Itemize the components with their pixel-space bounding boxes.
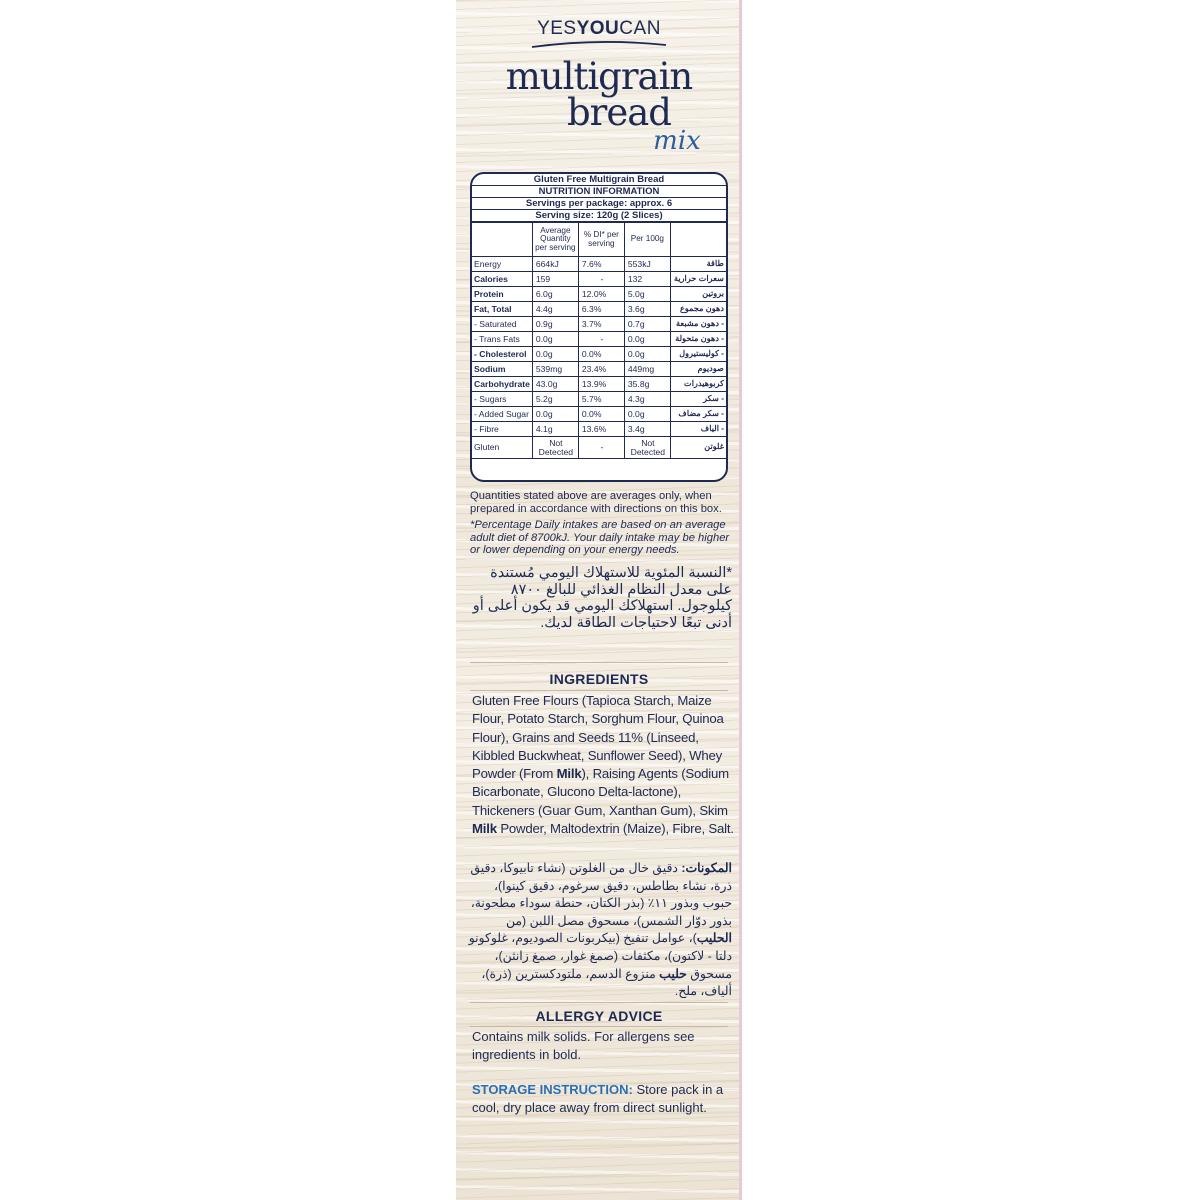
nutrient-name: Gluten [472, 437, 532, 459]
divider [470, 1002, 728, 1003]
nutrient-name-arabic: بروتين [670, 287, 726, 302]
value-per-100g: 449mg [624, 362, 670, 377]
value-daily-intake: 13.6% [578, 422, 624, 437]
daily-intake-note: *Percentage Daily intakes are based on an average adult diet of 8700kJ. Your daily intake may be higher or lower depending on your energy needs. [470, 519, 730, 556]
value-daily-intake: 3.7% [578, 317, 624, 332]
nutrient-name-arabic: - سكر مضاف [670, 407, 726, 422]
value-per-serving: 0.0g [532, 332, 578, 347]
storage-instruction: STORAGE INSTRUCTION: Store pack in a cool, dry place away from direct sunlight. [472, 1082, 724, 1115]
value-daily-intake: 7.6% [578, 257, 624, 272]
value-per-100g: 3.4g [624, 422, 670, 437]
value-daily-intake: 0.0% [578, 347, 624, 362]
nutrient-name-arabic: كربوهيدرات [670, 377, 726, 392]
nutrient-name-arabic: دهون مجموع [670, 302, 726, 317]
value-daily-intake: 6.3% [578, 302, 624, 317]
nutrition-header-row [472, 223, 726, 257]
value-daily-intake: - [578, 332, 624, 347]
nutrition-row [472, 437, 726, 459]
nutrient-name-arabic: - الياف [670, 422, 726, 437]
value-per-serving: 664kJ [532, 257, 578, 272]
value-per-100g: 132 [624, 272, 670, 287]
value-daily-intake: 5.7% [578, 392, 624, 407]
nutrient-name: - Added Sugar [472, 407, 532, 422]
value-daily-intake: 12.0% [578, 287, 624, 302]
nutrient-name-arabic: غلوتن [670, 437, 726, 459]
nutrition-serving-size: Serving size: 120g (2 Slices) [472, 210, 726, 222]
value-per-serving: 5.2g [532, 392, 578, 407]
column-header: % DI* per serving [578, 223, 624, 257]
value-per-100g: 0.0g [624, 332, 670, 347]
nutrient-name-arabic: طاقة [670, 257, 726, 272]
product-title-line2: bread [566, 91, 671, 134]
value-per-serving: 4.4g [532, 302, 578, 317]
nutrient-name: Sodium [472, 362, 532, 377]
nutrient-name-arabic: سعرات حرارية [670, 272, 726, 287]
nutrient-name-arabic: - كوليستيرول [670, 347, 726, 362]
averages-note: Quantities stated above are averages only, when prepared in accordance with directions on this box. [470, 490, 722, 515]
ingredients-list: Gluten Free Flours (Tapioca Starch, Maize Flour, Potato Starch, Sorghum Flour, Quinoa Flour), Grains and Seeds 11% (Linseed, Kibbled Buckwheat, Sunflower Seed), Whey Powder (From Milk), Raising Agents (Sodium Bicarbonate, Glucono Delta-lactone), Thickeners (Guar Gum, Xanthan Gum), Skim Milk Powder, Maltodextrin (Maize), Fibre, Salt. [472, 693, 734, 837]
nutrient-name-arabic: - دهون مشبعة [670, 317, 726, 332]
nutrient-name: - Fibre [472, 422, 532, 437]
nutrition-row [472, 377, 726, 392]
value-per-serving: 0.0g [532, 407, 578, 422]
nutrient-name: Fat, Total [472, 302, 532, 317]
value-per-serving: 539mg [532, 362, 578, 377]
nutrient-name-arabic: صوديوم [670, 362, 726, 377]
value-daily-intake: 23.4% [578, 362, 624, 377]
nutrient-name: - Sugars [472, 392, 532, 407]
allergy-text: Contains milk solids. For allergens see ingredients in bold. [472, 1029, 695, 1062]
value-per-100g: 4.3g [624, 392, 670, 407]
nutrient-name-arabic: - دهون متحولة [670, 332, 726, 347]
nutrition-row [472, 347, 726, 362]
nutrient-name: Protein [472, 287, 532, 302]
value-daily-intake: - [578, 272, 624, 287]
nutrient-name: Energy [472, 257, 532, 272]
value-daily-intake: - [578, 437, 624, 459]
nutrition-heading: NUTRITION INFORMATION [472, 186, 726, 198]
panel-edge [739, 0, 742, 1200]
divider [470, 690, 728, 691]
brand-logo: YESYOUCAN [537, 18, 661, 39]
nutrition-row [472, 407, 726, 422]
product-side-panel [456, 0, 742, 1200]
value-per-serving: 4.1g [532, 422, 578, 437]
nutrition-row [472, 272, 726, 287]
value-per-serving: 159 [532, 272, 578, 287]
column-header: Per 100g [624, 223, 670, 257]
value-per-100g: Not Detected [624, 437, 670, 459]
value-daily-intake: 0.0% [578, 407, 624, 422]
logo-swoosh-icon [530, 40, 668, 48]
value-per-100g: 0.0g [624, 407, 670, 422]
product-title-line3: mix [653, 126, 701, 156]
nutrition-row [472, 287, 726, 302]
divider [470, 662, 728, 663]
value-per-serving: Not Detected [532, 437, 578, 459]
nutrition-row [472, 257, 726, 272]
nutrition-row [472, 332, 726, 347]
value-per-serving: 0.0g [532, 347, 578, 362]
nutrition-row [472, 317, 726, 332]
value-per-serving: 0.9g [532, 317, 578, 332]
ingredients-heading: INGREDIENTS [549, 671, 649, 687]
nutrient-name: - Cholesterol [472, 347, 532, 362]
value-per-100g: 0.0g [624, 347, 670, 362]
nutrient-name: Calories [472, 272, 532, 287]
nutrition-row [472, 302, 726, 317]
nutrition-row [472, 392, 726, 407]
nutrition-panel [470, 172, 728, 482]
product-title-line1: multigrain [505, 55, 693, 98]
nutrient-name-arabic: - سكر [670, 392, 726, 407]
nutrient-name: - Trans Fats [472, 332, 532, 347]
arabic-daily-intake-note: *النسبة المئوية للاستهلاك اليومي مُستندة على معدل النظام الغذائي للبالغ ٨٧٠٠ كيلوجول. استهلاكك اليومي قد يكون أعلى أو أدنى تبعًا لاحتياجات الطاقة لديك. [472, 565, 732, 631]
value-per-serving: 43.0g [532, 377, 578, 392]
divider [470, 1026, 728, 1027]
nutrient-name: - Saturated [472, 317, 532, 332]
allergy-heading: ALLERGY ADVICE [535, 1008, 663, 1024]
nutrient-name: Carbohydrate [472, 377, 532, 392]
column-header: Average Quantity per serving [532, 223, 578, 257]
nutrition-row [472, 362, 726, 377]
value-per-100g: 5.0g [624, 287, 670, 302]
nutrition-row [472, 422, 726, 437]
value-per-serving: 6.0g [532, 287, 578, 302]
nutrition-table [472, 222, 726, 459]
nutrition-product-name: Gluten Free Multigrain Bread [472, 174, 726, 186]
value-per-100g: 0.7g [624, 317, 670, 332]
arabic-ingredients-list: المكونات: دقيق خال من الغلوتن (نشاء تابيوكا، دقيق ذرة، نشاء بطاطس، دقيق سرغوم، دقيق كينوا)، حبوب وبذور ١١٪ (بذر الكتان، حنطة سوداء مطحونة، بذور دوّار الشمس)، مسحوق مصل اللبن (من الحليب)، عوامل تنفيخ (بيكربونات الصوديوم، غلوكونو دلتا - لاكتون)، مكثفات (صمغ غوار، صمغ زانثن)، مسحوق حليب منزوع الدسم، ملتودكسترين (ذرة)، ألياف، ملح. [468, 861, 732, 999]
nutrition-servings: Servings per package: approx. 6 [472, 198, 726, 210]
value-per-100g: 35.8g [624, 377, 670, 392]
value-per-100g: 553kJ [624, 257, 670, 272]
value-daily-intake: 13.9% [578, 377, 624, 392]
value-per-100g: 3.6g [624, 302, 670, 317]
